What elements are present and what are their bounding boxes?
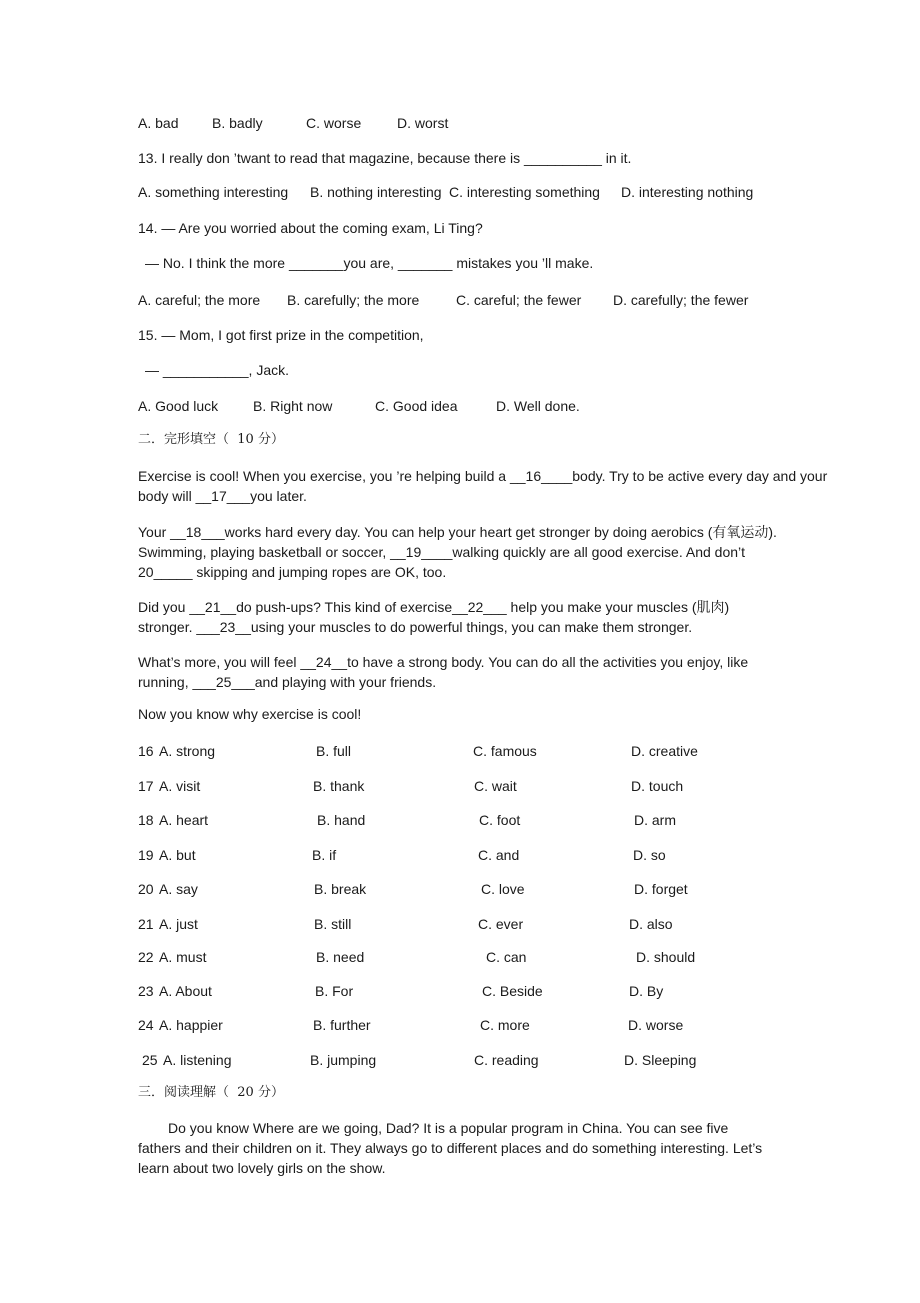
q19-option-b: B. if (312, 847, 337, 863)
cloze-paragraph-2: Your __18___works hard every day. You can help your heart get stronger by doing aerobics (有氧运动). Swimming, playing basketball or soccer, __19____walking quickly are all good exercise. And don’t 20_____ skipping and jumping ropes are OK, too. (138, 524, 777, 580)
q14-option-c: C. careful; the fewer (456, 292, 582, 308)
q21-option-a: A. just (159, 916, 198, 932)
q21-number: 21 (138, 916, 154, 932)
q12-option-c: C. worse (306, 115, 362, 131)
q20-option-a: A. say (159, 881, 198, 897)
q13-option-d: D. interesting nothing (621, 184, 754, 200)
q12-option-a: A. bad (138, 115, 179, 131)
q17-option-b: B. thank (313, 778, 365, 794)
q21-option-d: D. also (629, 916, 673, 932)
q17-option-d: D. touch (631, 778, 684, 794)
q20-option-b: B. break (314, 881, 367, 897)
q15-stem: 15. — Mom, I got first prize in the competition, (138, 327, 424, 343)
section2-title: 二．完形填空（ 10 分） (138, 432, 284, 447)
q16-option-c: C. famous (473, 743, 537, 759)
q12-option-d: D. worst (397, 115, 449, 131)
q22-option-b: B. need (316, 949, 365, 965)
q13-option-a: A. something interesting (138, 184, 289, 200)
q14-option-d: D. carefully; the fewer (613, 292, 749, 308)
q22-number: 22 (138, 949, 154, 965)
q15-reply: — ___________, Jack. (145, 362, 289, 378)
q24-option-b: B. further (313, 1017, 371, 1033)
q15-option-d: D. Well done. (496, 398, 580, 414)
cloze-paragraph-1: Exercise is cool! When you exercise, you ’re helping build a __16____body. Try to be active every day and your body will __17___you later. (138, 468, 828, 504)
q19-option-d: D. so (633, 847, 666, 863)
q16-option-d: D. creative (631, 743, 698, 759)
cloze-paragraph-5: Now you know why exercise is cool! (138, 706, 362, 722)
q13-option-b: B. nothing interesting (310, 184, 442, 200)
q22-option-c: C. can (486, 949, 527, 965)
q18-option-b: B. hand (317, 812, 366, 828)
q25-option-c: C. reading (474, 1052, 539, 1068)
q13-stem: 13. I really don ’twant to read that magazine, because there is __________ in it. (138, 150, 632, 166)
q23-number: 23 (138, 983, 154, 999)
q24-option-d: D. worse (628, 1017, 684, 1033)
q14-option-b: B. carefully; the more (287, 292, 420, 308)
q19-number: 19 (138, 847, 154, 863)
q23-option-b: B. For (315, 983, 354, 999)
q16-number: 16 (138, 743, 154, 759)
q24-option-c: C. more (480, 1017, 530, 1033)
q21-option-c: C. ever (478, 916, 524, 932)
q16-option-b: B. full (316, 743, 352, 759)
q18-option-d: D. arm (634, 812, 676, 828)
q14-stem: 14. — Are you worried about the coming exam, Li Ting? (138, 220, 483, 236)
q25-option-b: B. jumping (310, 1052, 377, 1068)
q20-option-c: C. love (481, 881, 525, 897)
q17-option-c: C. wait (474, 778, 517, 794)
q25-option-a: A. listening (163, 1052, 232, 1068)
q23-option-c: C. Beside (482, 983, 543, 999)
q17-number: 17 (138, 778, 154, 794)
q18-number: 18 (138, 812, 154, 828)
q20-number: 20 (138, 881, 154, 897)
q14-option-a: A. careful; the more (138, 292, 261, 308)
q19-option-a: A. but (159, 847, 196, 863)
q25-number: 25 (142, 1052, 158, 1068)
q23-option-a: A. About (159, 983, 212, 999)
q20-option-d: D. forget (634, 881, 688, 897)
q18-option-c: C. foot (479, 812, 521, 828)
q19-option-c: C. and (478, 847, 520, 863)
q16-option-a: A. strong (159, 743, 216, 759)
q22-option-a: A. must (159, 949, 207, 965)
q22-option-d: D. should (636, 949, 696, 965)
q21-option-b: B. still (314, 916, 352, 932)
q23-option-d: D. By (629, 983, 664, 999)
q15-option-c: C. Good idea (375, 398, 458, 414)
q12-option-b: B. badly (212, 115, 263, 131)
q15-option-a: A. Good luck (138, 398, 219, 414)
cloze-paragraph-3: Did you __21__do push-ups? This kind of exercise__22___ help you make your muscles (肌肉) stronger. ___23__using your muscles to do powerful things, you can make them stronger. (138, 599, 730, 635)
q14-reply: — No. I think the more _______you are, _______ mistakes you ’ll make. (145, 255, 594, 271)
cloze-paragraph-4: What’s more, you will feel __24__to have a strong body. You can do all the activities you enjoy, like running, ___25___and playing with your friends. (138, 654, 749, 690)
q24-option-a: A. happier (159, 1017, 223, 1033)
q24-number: 24 (138, 1017, 154, 1033)
q25-option-d: D. Sleeping (624, 1052, 697, 1068)
reading-paragraph: Do you know Where are we going, Dad? It is a popular program in China. You can see five fathers and their children on it. They always go to different places and do something interesting. Let’s learn about two lovely girls on the show. (138, 1120, 763, 1176)
q18-option-a: A. heart (159, 812, 209, 828)
q13-option-c: C. interesting something (449, 184, 600, 200)
q17-option-a: A. visit (159, 778, 201, 794)
section3-title: 三．阅读理解（ 20 分） (138, 1085, 284, 1100)
q15-option-b: B. Right now (253, 398, 333, 414)
